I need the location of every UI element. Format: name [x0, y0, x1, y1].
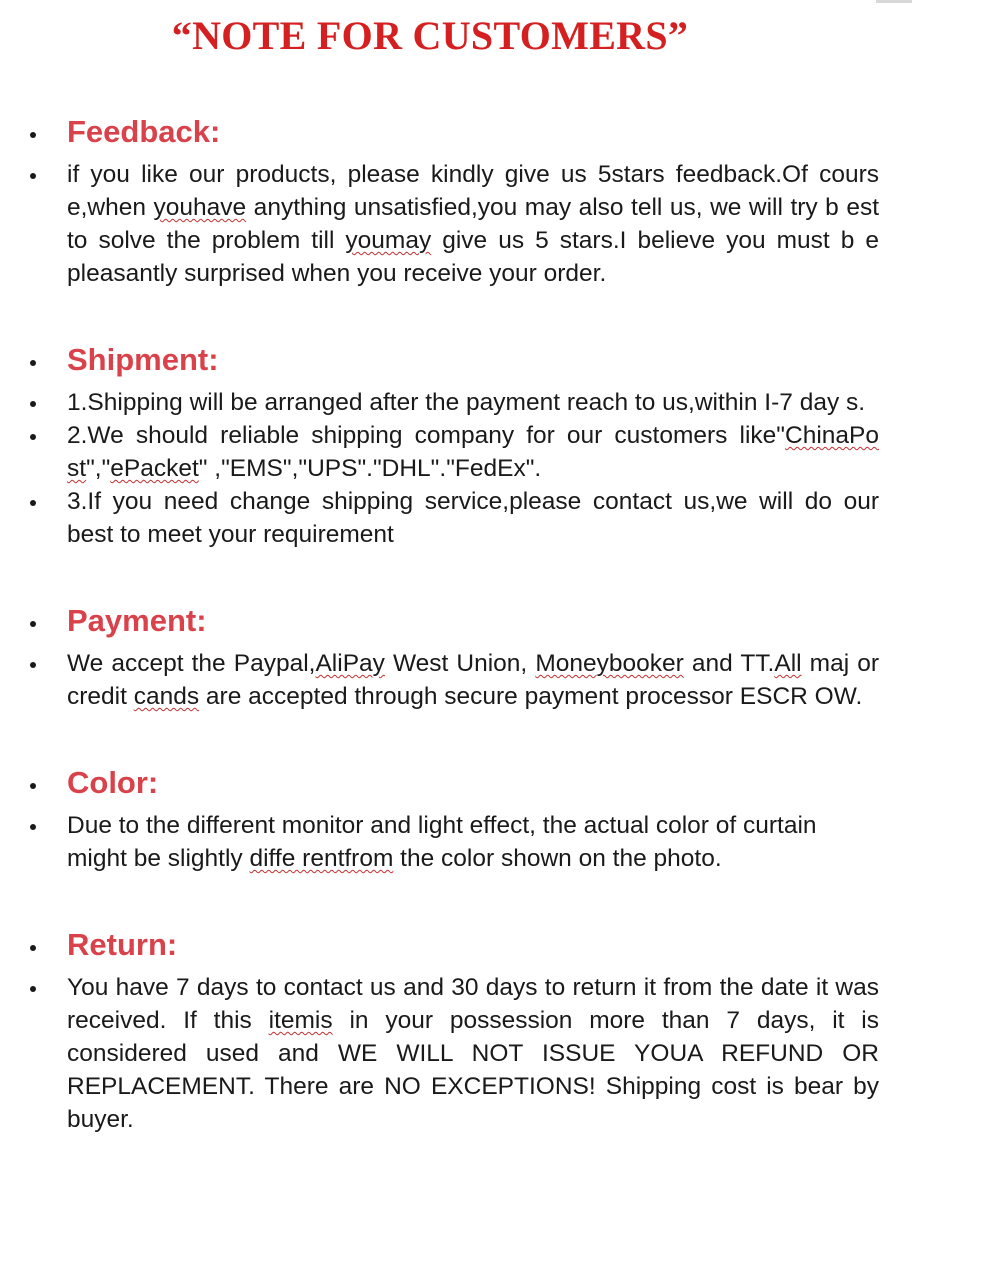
paragraph-text [67, 974, 879, 1133]
section-shipment [0, 336, 1000, 551]
text-span: the color shown on the photo. [393, 845, 722, 872]
paragraph [0, 386, 879, 419]
bullet-icon [30, 662, 36, 668]
text-span: anything unsatisfied,you may also tell us, we will try b est to solve the problem till [67, 194, 880, 254]
bullet-icon [30, 986, 36, 992]
section-heading [0, 921, 879, 969]
text-span: " ,"EMS","UPS"."DHL"."FedEx". [198, 455, 542, 482]
bullet-icon [30, 945, 36, 951]
section-color [0, 759, 1000, 875]
notes-document [0, 108, 1000, 1182]
bullet-icon [30, 360, 36, 366]
text-span: You have 7 days to contact us and 30 days to return it from the date it was received. If this [67, 974, 879, 1034]
paragraph [0, 485, 879, 551]
heading-text: Shipment: [67, 342, 219, 377]
bullet-icon [30, 783, 36, 789]
bullet-icon [30, 132, 36, 138]
misspelled-word: cands [133, 683, 200, 710]
misspelled-word: ePacket [110, 455, 199, 482]
text-span: give us 5 stars.I believe you must b e pleasantly surprised when you receive your order. [67, 227, 879, 287]
heading-text: Feedback: [67, 114, 221, 149]
text-span: maj or credit [67, 650, 879, 710]
section-payment [0, 597, 1000, 713]
paragraph [0, 647, 879, 713]
misspelled-word: youhave [153, 194, 247, 221]
paragraph [0, 419, 879, 485]
paragraph-text [67, 650, 879, 710]
text-span: We accept the Paypal, [67, 650, 316, 677]
misspelled-word: All [774, 650, 802, 677]
heading-text: Return: [67, 927, 178, 962]
heading-text: Payment: [67, 603, 207, 638]
bullet-icon [30, 824, 36, 830]
text-span: are accepted through secure payment processor ESCR OW. [199, 683, 863, 710]
paragraph-text [67, 389, 865, 416]
misspelled-word: itemis [268, 1007, 333, 1034]
corner-mark [876, 0, 912, 3]
paragraph [0, 971, 879, 1136]
section-feedback [0, 108, 1000, 290]
text-span: 1.Shipping will be arranged after the payment reach to us,within I-7 day s. [67, 389, 866, 416]
paragraph [0, 809, 879, 875]
text-span: in your possession more than 7 days, it is considered used and WE WILL NOT ISSUE YOUA REFUND OR REPLACEMENT. There are NO EXCEPTIONS! Shipping cost is bear by buyer. [67, 1007, 879, 1133]
bullet-icon [30, 621, 36, 627]
text-span: Due to the different monitor and light effect, the actual color of curtain might be slightly [67, 812, 817, 872]
misspelled-word: diffe rentfrom [249, 845, 394, 872]
heading-text: Color: [67, 765, 159, 800]
text-span: 2.We should reliable shipping company for our customers like" [67, 422, 786, 449]
paragraph-text [67, 161, 879, 287]
text-span: "," [86, 455, 111, 482]
paragraph [0, 158, 879, 290]
page-title: “NOTE FOR CUSTOMERS” [171, 13, 689, 58]
misspelled-word: AliPay [315, 650, 385, 677]
misspelled-word: youmay [345, 227, 432, 254]
text-span: if you like our products, please kindly give us 5stars feedback.Of cours e,when [67, 161, 879, 221]
misspelled-word: ChinaPo st [67, 422, 879, 482]
paragraph-text [67, 812, 817, 872]
bullet-icon [30, 500, 36, 506]
bullet-icon [30, 434, 36, 440]
section-heading [0, 759, 879, 807]
text-span: and TT. [683, 650, 775, 677]
paragraph-text [67, 488, 879, 548]
bullet-icon [30, 401, 36, 407]
section-heading [0, 108, 879, 156]
text-span: West Union, [384, 650, 536, 677]
section-return [0, 921, 1000, 1136]
paragraph-text [67, 422, 879, 482]
misspelled-word: Moneybooker [535, 650, 684, 677]
section-heading [0, 597, 879, 645]
bullet-icon [30, 173, 36, 179]
text-span: 3.If you need change shipping service,please contact us,we will do our best to meet your requirement [67, 488, 879, 548]
section-heading [0, 336, 879, 384]
